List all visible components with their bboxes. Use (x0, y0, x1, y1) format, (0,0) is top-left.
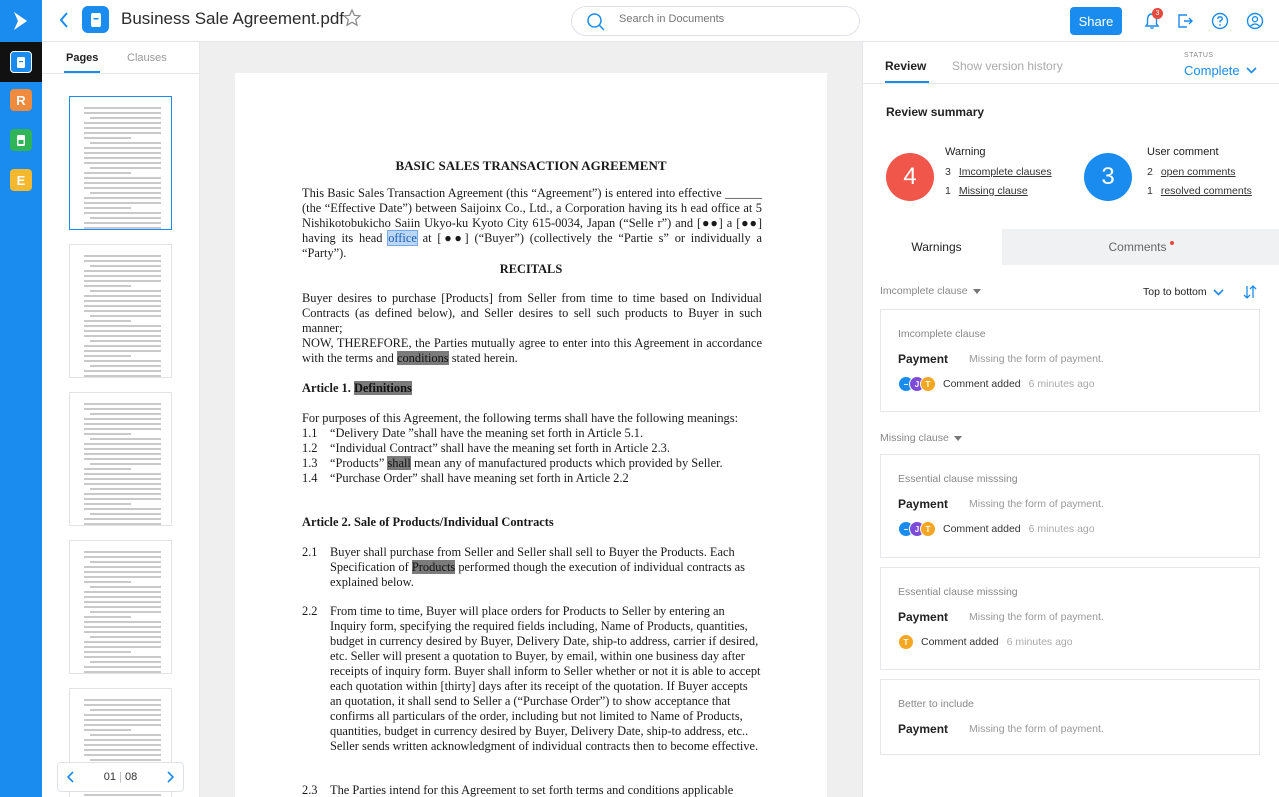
caret-down-icon (954, 436, 962, 441)
clause-text: The Parties intend for this Agreement to set forth terms and conditions applicable (330, 783, 734, 797)
tab-comments-label: Comments (1108, 240, 1167, 254)
thumbnail-text-line (84, 172, 131, 174)
section-tabs (871, 229, 1279, 265)
status-value: Complete (1184, 63, 1240, 78)
page-thumbnails-panel (42, 42, 200, 797)
card-type: Essential clause misssing (898, 586, 1018, 598)
thumbnail-text-line (90, 438, 161, 440)
warning-count-badge: 4 (886, 153, 934, 201)
document-title: Business Sale Agreement.pdf (121, 9, 345, 28)
thumbnail-text-line (90, 759, 161, 761)
thumbnail-text-line (84, 212, 161, 214)
caret-down-icon (973, 289, 981, 294)
thumbnail-text-line (90, 315, 161, 317)
thumbnail-text-line (84, 671, 161, 673)
warning-row-count: 1 (945, 185, 951, 197)
next-page-icon[interactable] (165, 771, 175, 783)
rail-app-r[interactable] (0, 80, 42, 120)
article-2-3 (302, 783, 762, 797)
avatar: T (920, 521, 936, 537)
clause-number: 2.2 (302, 604, 318, 618)
incomplete-clauses-link[interactable]: Imcomplete clauses (958, 166, 1052, 178)
thumbnail-text-line (84, 295, 161, 297)
card-description: Missing the form of payment. (969, 723, 1104, 735)
thumbnail-text-line (84, 152, 161, 154)
e-app-icon: E (10, 169, 32, 191)
page-thumbnail[interactable] (69, 392, 172, 526)
warning-card[interactable] (880, 567, 1260, 670)
thumbnail-text-line (84, 518, 161, 520)
search-input[interactable] (619, 13, 839, 25)
card-time: 6 minutes ago (1028, 378, 1095, 390)
review-summary-title: Review summary (886, 105, 985, 119)
definition-number: 1.4 (302, 471, 318, 485)
thumbnail-text-line (84, 107, 161, 109)
warning-row[interactable] (945, 185, 1028, 197)
thumbnail-text-line (84, 260, 161, 262)
warning-card[interactable] (880, 679, 1260, 755)
thumbnail-text-line (90, 513, 161, 515)
thumbnail-text-line (90, 561, 161, 563)
review-panel (862, 42, 1279, 797)
thumbnail-text-line (84, 641, 161, 643)
thumbnail-text-line (84, 651, 131, 653)
thumbnail-text-line (84, 626, 161, 628)
current-page: 01 (103, 771, 116, 783)
thumbnail-text-line (84, 360, 161, 362)
comment-row-count: 1 (1147, 185, 1153, 197)
thumbnail-text-line (90, 142, 161, 144)
thumbnail-text-line (84, 714, 161, 716)
card-meta-text: Comment added (943, 378, 1021, 390)
user-icon (1246, 12, 1264, 30)
avatar: T (898, 634, 914, 650)
thumbnail-text-line (90, 192, 161, 194)
article-2-2 (302, 604, 762, 754)
card-clause-name: Payment (898, 610, 949, 624)
open-comments-link[interactable]: open comments (1160, 166, 1236, 178)
document-app-icon (10, 51, 32, 73)
chevron-down-icon (1246, 67, 1257, 74)
divider (863, 83, 1279, 84)
document-file-icon (82, 6, 109, 33)
thumbnail-text-line (84, 355, 131, 357)
thumbnail-text-line (84, 498, 161, 500)
definition-text: “Purchase Order” shall have meaning set forth in Article 2.2 (330, 471, 629, 485)
definition-item (302, 426, 772, 441)
recitals-paragraph-2 (302, 336, 762, 366)
thumbnail-text-line (84, 300, 161, 302)
card-clause-name: Payment (898, 497, 949, 511)
clause-text: From time to time, Buyer will place orders for Products to Seller by entering an Inquiry form, specifying the required fields including, Name of Products, quantities, budget in currency desired by Buyer, Delivery Date, ship-to address, carrier if desired, etc. Seller will present a quotation to Buyer, by email, within one business day after receipts of inquiry form. Buyer shall inform to Seller whether or not it is able to accept each quotation within [thirty] days after its receipt of the quotation. If Buyer accepts an quotation, it shall send to Seller a (“Purchase Order”) to show acceptance that confirms all particulars of the order, including but not limited to Name of Products, quantities, budget in currency desired by Buyer, Delivery Date, ship-to address, etc.. Seller sends written acknowledgment of individual contracts then to become effective. (330, 604, 761, 753)
thumbnail-text-line (84, 330, 161, 332)
notification-badge: 3 (1152, 8, 1163, 19)
definition-text: mean any of manufactured products which provided by Seller. (410, 456, 723, 470)
thumbnail-text-line (84, 473, 161, 475)
intro-text-b: at [●●] (“Buyer”) (collectively the “Partie s” or individually a “Party”). (302, 231, 762, 260)
thumbnail-text-line (84, 177, 161, 179)
sort-icon[interactable] (1242, 284, 1258, 300)
notifications-button[interactable] (1142, 11, 1162, 31)
thumbnail-text-line (84, 132, 161, 134)
thumbnail-text-line (84, 749, 161, 751)
thumbnail-text-line (84, 350, 161, 352)
page-thumbnail[interactable] (69, 244, 172, 378)
sort-control[interactable] (1143, 284, 1258, 300)
thumbnail-text-line (84, 744, 161, 746)
card-description: Missing the form of payment. (969, 353, 1104, 365)
avatar: J (909, 521, 925, 537)
page-indicator: 01 | 08 (103, 771, 138, 783)
card-description: Missing the form of payment. (969, 611, 1104, 623)
chevron-down-icon (1213, 289, 1224, 296)
export-button[interactable] (1175, 11, 1195, 31)
thumbnail-text-line (84, 197, 161, 199)
sheet-app-icon (10, 129, 32, 151)
group-incomplete-clause[interactable] (880, 285, 981, 297)
intro-paragraph (302, 186, 762, 261)
definition-text: “Delivery Date ”shall have the meaning set forth in Article 5.1. (330, 426, 644, 440)
recitals-paragraph-1: Buyer desires to purchase [Products] from Seller from time to time based on Individual Contracts (as defined below), and Seller desires to sell such products to Buyer in such manner; (302, 291, 762, 335)
card-clause-name: Payment (898, 722, 949, 736)
thumbnail-text-line (84, 458, 161, 460)
thumbnail-text-line (90, 586, 161, 588)
tab-warnings[interactable] (871, 229, 1002, 265)
thumbnail-text-line (84, 621, 161, 623)
thumbnail-text-line (84, 754, 161, 756)
thumbnail-text-line (84, 202, 161, 204)
r-app-icon: R (10, 89, 32, 111)
comment-count-badge: 3 (1084, 153, 1132, 201)
rail-app-sheets[interactable] (0, 120, 42, 160)
thumbnail-text-line (90, 488, 161, 490)
thumbnail-text-line (84, 280, 161, 282)
exit-icon (1176, 12, 1194, 30)
status-label: STATUS (1184, 52, 1214, 59)
warning-card[interactable] (880, 309, 1260, 412)
thumbnail-text-line (84, 207, 131, 209)
thumbnail-text-line (84, 591, 161, 593)
document-page (235, 73, 827, 797)
intro-text-a: This Basic Sales Transaction Agreement (this “Agreement”) is entered into effective ______ (the “Effective Date”) between Saijoinx Co., Ltd., a Corporation having its h ead office at 5 Nishikotobukicho Saiin Ukyo-ku Kyoto City 615-0034, Japan (“Selle r”) and [●●] a [●●] having its head (302, 186, 762, 245)
thumbnail-text-line (90, 463, 161, 465)
thumbnail-text-line (84, 493, 161, 495)
card-meta (898, 634, 1073, 650)
thumbnail-text-line (90, 734, 161, 736)
thumbnail-text-line (84, 375, 161, 377)
sort-label: Top to bottom (1143, 286, 1207, 298)
thumbnail-text-line (84, 137, 131, 139)
clause-number: 2.3 (302, 783, 318, 797)
thumbnail-text-line (84, 222, 161, 224)
recitals-text-b: stated herein. (448, 351, 518, 365)
card-clause-name: Payment (898, 352, 949, 366)
account-button[interactable] (1245, 11, 1265, 31)
highlight-shall[interactable]: shall (387, 456, 411, 470)
page-thumbnail[interactable] (69, 96, 172, 230)
thumbnail-text-line (84, 699, 161, 701)
help-button[interactable] (1210, 11, 1230, 31)
thumbnail-text-line (84, 423, 161, 425)
brand-logo[interactable] (0, 0, 42, 42)
tab-pages[interactable]: Pages (66, 52, 99, 64)
thumbnail-text-line (84, 566, 161, 568)
document-heading: BASIC SALES TRANSACTION AGREEMENT (395, 158, 667, 173)
thumbnail-text-line (84, 275, 161, 277)
thumbnail-text-line (84, 631, 161, 633)
card-meta-text: Comment added (943, 523, 1021, 535)
tab-version-history[interactable]: Show version history (952, 59, 1063, 73)
thumbnail-text-line (84, 724, 161, 726)
thumbnail-text-line (84, 551, 161, 553)
definition-text: “Individual Contract” shall have the meaning set forth in Article 2.3. (330, 441, 670, 455)
clause-text-a: Buyer shall purchase from Seller and Seller shall sell to Buyer the Products. Each Specification of (330, 545, 735, 574)
thumbnail-text-line (84, 483, 161, 485)
clause-text (330, 545, 762, 590)
thumbnail-text-line (90, 365, 161, 367)
favorite-button[interactable] (342, 8, 362, 33)
thumbnail-text-line (84, 310, 161, 312)
status-dropdown[interactable] (1184, 63, 1257, 78)
card-type: Essential clause misssing (898, 473, 1018, 485)
card-meta (898, 376, 1095, 392)
thumbnail-text-line (84, 418, 161, 420)
thumbnail-text-line (84, 305, 161, 307)
prev-page-icon[interactable] (66, 771, 76, 783)
thumbnail-text-line (84, 606, 161, 608)
article-1-intro: For purposes of this Agreement, the following terms shall have the following meanings: (302, 411, 739, 425)
definition-number: 1.3 (302, 456, 318, 470)
thumbnail-text-line (84, 556, 161, 558)
chevron-left-icon (59, 12, 69, 28)
card-type: Better to include (898, 698, 974, 710)
thumbnail-text-line (84, 601, 161, 603)
article-1-heading (302, 381, 412, 396)
thumbnail-text-line (90, 636, 161, 638)
missing-clause-link[interactable]: Missing clause (958, 185, 1028, 197)
thumbnail-text-line (84, 147, 161, 149)
thumbnail-text-line (84, 443, 161, 445)
group-label: Imcomplete clause (880, 285, 968, 297)
thumbnail-text-line (90, 709, 161, 711)
thumbnail-text-line (84, 112, 161, 114)
thumbnail-text-line (84, 666, 161, 668)
comment-row[interactable] (1147, 166, 1236, 178)
tab-comments[interactable] (1002, 229, 1279, 265)
definition-item (302, 471, 772, 486)
top-bar (42, 0, 1279, 42)
definitions-list (302, 426, 772, 486)
clause-text-b: performed though the execution of individual contracts as explained below. (330, 560, 745, 589)
thumbnail-text-line (84, 571, 161, 573)
tab-warnings-label: Warnings (911, 240, 962, 254)
divider (42, 73, 200, 74)
thumbnail-text-line (84, 453, 161, 455)
definition-item (302, 441, 772, 456)
thumbnail-text-line (84, 596, 161, 598)
thumbnail-text-line (84, 581, 131, 583)
clause-number: 2.1 (302, 545, 318, 559)
thumbnail-text-line (84, 794, 161, 796)
thumbnail-text-line (90, 413, 161, 415)
thumbnail-text-line (84, 448, 161, 450)
thumbnail-text-line (84, 403, 161, 405)
avatar: − (898, 376, 914, 392)
definition-number: 1.1 (302, 426, 318, 440)
thumbnail-text-line (84, 127, 161, 129)
thumbnail-text-line (84, 468, 131, 470)
tab-clauses[interactable]: Clauses (127, 52, 167, 64)
thumbnail-text-line (84, 739, 161, 741)
group-label: Missing clause (880, 432, 949, 444)
tab-review[interactable]: Review (885, 59, 927, 73)
comment-row-count: 2 (1147, 166, 1153, 178)
thumbnail-text-line (84, 433, 131, 435)
thumbnail-text-line (90, 611, 161, 613)
thumbnail-text-line (84, 656, 161, 658)
card-time: 6 minutes ago (1028, 523, 1095, 535)
rail-app-e[interactable] (0, 160, 42, 200)
card-meta (898, 521, 1095, 537)
share-button[interactable]: Share (1070, 7, 1122, 35)
avatar: T (920, 376, 936, 392)
thumbnail-text-line (84, 646, 161, 648)
document-viewer (200, 42, 862, 797)
thumbnail-text-line (84, 478, 161, 480)
warning-row-count: 3 (945, 166, 951, 178)
back-button[interactable] (54, 9, 74, 31)
warning-card[interactable] (880, 454, 1260, 558)
highlight-products[interactable]: Products (411, 560, 456, 574)
avatar: − (898, 521, 914, 537)
selected-word[interactable]: office (388, 231, 417, 245)
warning-row[interactable] (945, 166, 1052, 178)
app-rail (0, 0, 42, 797)
thumbnail-text-line (90, 290, 161, 292)
thumbnail-text-line (84, 157, 161, 159)
thumbnail-text-line (84, 508, 161, 510)
definition-number: 1.2 (302, 441, 318, 455)
group-missing-clause[interactable] (880, 432, 962, 444)
thumbnail-text-line (84, 370, 161, 372)
thumbnail-text-line (84, 285, 131, 287)
article-1-prefix: Article 1. (302, 381, 354, 395)
thumbnail-text-line (90, 217, 161, 219)
thumbnail-text-line (84, 255, 161, 257)
thumbnail-text-line (84, 122, 161, 124)
article-2-1 (302, 545, 762, 590)
recitals-heading: RECITALS (499, 262, 563, 276)
highlight-definitions[interactable]: Definitions (353, 381, 412, 395)
thumbnail-text-line (84, 335, 161, 337)
thumbnail-text-line (84, 523, 161, 525)
definition-item (302, 456, 772, 471)
rail-app-documents[interactable] (0, 42, 42, 82)
thumbnail-text-line (84, 325, 161, 327)
star-icon (342, 8, 362, 28)
resolved-comments-link[interactable]: resolved comments (1160, 185, 1252, 197)
highlight-conditions[interactable]: conditions (396, 351, 449, 365)
thumbnail-text-line (84, 270, 161, 272)
thumbnail-text-line (84, 187, 161, 189)
thumbnail-text-line (84, 227, 161, 229)
help-icon (1211, 12, 1229, 30)
thumbnail-text-line (84, 345, 161, 347)
thumbnail-text-line (84, 408, 161, 410)
card-type: Imcomplete clause (898, 328, 986, 340)
thumbnail-text-line (84, 576, 161, 578)
card-time: 6 minutes ago (1006, 636, 1073, 648)
thumbnail-text-line (90, 167, 161, 169)
comment-row[interactable] (1147, 185, 1252, 197)
warning-heading: Warning (945, 146, 986, 158)
thumbnail-text-line (84, 729, 131, 731)
recitals-text-a: NOW, THEREFORE, the Parties mutually agree to enter into this Agreement in accordance with the terms and (302, 336, 762, 365)
card-meta-text: Comment added (921, 636, 999, 648)
thumbnail-text-line (90, 117, 161, 119)
thumbnail-text-line (84, 182, 161, 184)
thumbnail-text-line (90, 265, 161, 267)
thumbnail-text-line (84, 719, 161, 721)
thumbnail-text-line (84, 320, 131, 322)
thumbnail-text-line (84, 503, 131, 505)
card-description: Missing the form of payment. (969, 498, 1104, 510)
logo-chevron-icon (11, 10, 31, 32)
total-pages: 08 (124, 771, 138, 783)
page-thumbnail[interactable] (69, 540, 172, 674)
unread-dot (1170, 241, 1174, 245)
search-bar[interactable] (571, 6, 860, 36)
comment-heading: User comment (1147, 146, 1219, 158)
thumbnail-text-line (84, 162, 161, 164)
definition-text: “Products” (330, 456, 388, 470)
thumbnail-text-line (84, 428, 161, 430)
thumbnail-text-line (84, 616, 131, 618)
thumbnail-text-line (84, 704, 161, 706)
avatar: J (909, 376, 925, 392)
page-pager (57, 762, 184, 792)
thumbnail-text-line (90, 661, 161, 663)
thumbnail-text-line (90, 340, 161, 342)
article-2-heading: Article 2. Sale of Products/Individual Contracts (302, 515, 554, 529)
search-icon (586, 12, 606, 32)
